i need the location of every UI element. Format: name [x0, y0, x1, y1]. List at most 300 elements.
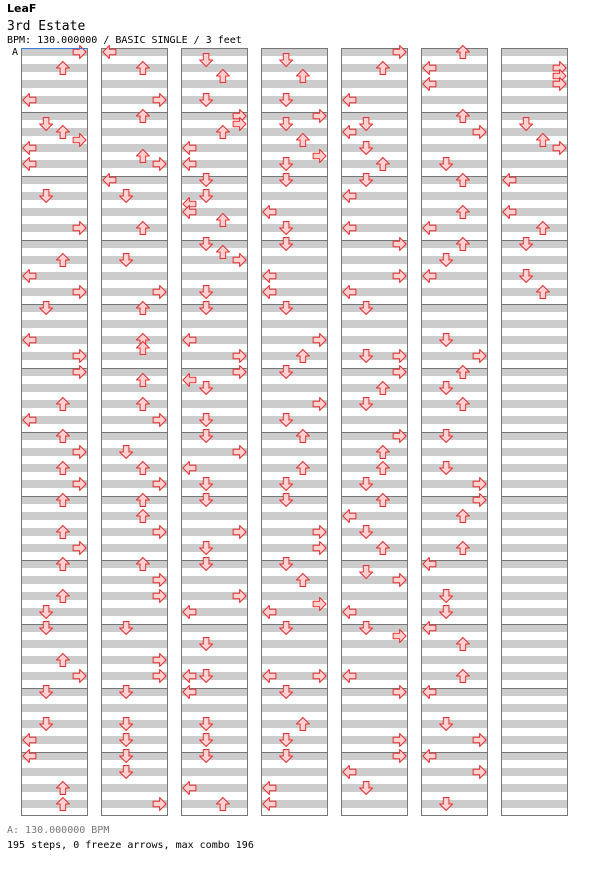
- beat-stripe: [421, 544, 488, 552]
- step-arrow-right: [153, 94, 166, 107]
- step-arrow-down: [280, 478, 293, 491]
- step-arrow-up: [456, 638, 469, 651]
- step-arrow-down: [280, 414, 293, 427]
- beat-stripe: [421, 48, 488, 56]
- beat-stripe: [21, 560, 88, 568]
- beat-stripe: [341, 304, 408, 312]
- step-arrow-left: [103, 46, 116, 59]
- bpm-marker-label: A: [12, 47, 19, 58]
- step-arrow-down: [200, 478, 213, 491]
- beat-stripe: [341, 560, 408, 568]
- beat-stripe: [101, 208, 168, 216]
- step-arrow-up: [376, 382, 389, 395]
- beat-stripe: [181, 640, 248, 648]
- beat-stripe: [421, 800, 488, 808]
- beat-stripe: [341, 784, 408, 792]
- beat-stripe: [181, 304, 248, 312]
- step-arrow-down: [440, 430, 453, 443]
- beat-stripe: [261, 176, 328, 184]
- step-arrow-left: [423, 222, 436, 235]
- step-arrow-down: [200, 750, 213, 763]
- step-arrow-right: [73, 366, 86, 379]
- beat-stripe: [261, 320, 328, 328]
- beat-stripe: [181, 192, 248, 200]
- beat-stripe: [21, 208, 88, 216]
- beat-stripe: [101, 560, 168, 568]
- step-arrow-up: [136, 510, 149, 523]
- beat-stripe: [421, 528, 488, 536]
- step-arrow-right: [153, 478, 166, 491]
- beat-stripe: [341, 496, 408, 504]
- beat-stripe: [501, 112, 568, 120]
- beat-stripe: [501, 400, 568, 408]
- beat-stripe: [341, 416, 408, 424]
- beat-stripe: [261, 688, 328, 696]
- beat-stripe: [181, 320, 248, 328]
- beat-stripe: [261, 416, 328, 424]
- beat-stripe: [341, 64, 408, 72]
- step-arrow-left: [23, 94, 36, 107]
- step-arrow-right: [313, 398, 326, 411]
- step-arrow-right: [313, 670, 326, 683]
- step-arrow-down: [120, 734, 133, 747]
- step-arrow-right: [393, 238, 406, 251]
- step-arrow-down: [280, 158, 293, 171]
- beat-stripe: [101, 128, 168, 136]
- beat-stripe: [341, 384, 408, 392]
- step-arrow-up: [456, 110, 469, 123]
- beat-stripe: [101, 544, 168, 552]
- beat-stripe: [261, 224, 328, 232]
- step-arrow-left: [183, 686, 196, 699]
- beat-stripe: [101, 768, 168, 776]
- beat-stripe: [341, 480, 408, 488]
- beat-stripe: [101, 272, 168, 280]
- step-arrow-left: [423, 686, 436, 699]
- beat-stripe: [181, 720, 248, 728]
- step-arrow-right: [233, 526, 246, 539]
- beat-stripe: [181, 560, 248, 568]
- step-arrow-down: [440, 254, 453, 267]
- step-arrow-left: [343, 606, 356, 619]
- step-arrow-up: [376, 542, 389, 555]
- beat-stripe: [261, 160, 328, 168]
- beat-stripe: [261, 656, 328, 664]
- step-arrow-up: [136, 62, 149, 75]
- beat-stripe: [21, 704, 88, 712]
- step-arrow-down: [200, 94, 213, 107]
- step-arrow-left: [183, 462, 196, 475]
- beat-stripe: [341, 544, 408, 552]
- step-arrow-down: [120, 254, 133, 267]
- chart-column: [341, 48, 408, 816]
- step-arrow-down: [40, 686, 53, 699]
- beat-stripe: [421, 192, 488, 200]
- beat-stripe: [501, 800, 568, 808]
- beat-stripe: [341, 448, 408, 456]
- step-arrow-right: [553, 142, 566, 155]
- step-arrow-left: [423, 62, 436, 75]
- beat-stripe: [21, 384, 88, 392]
- step-arrow-up: [56, 462, 69, 475]
- song-title: 3rd Estate: [7, 19, 86, 34]
- step-arrow-left: [343, 510, 356, 523]
- beat-stripe: [101, 432, 168, 440]
- beat-stripe: [341, 656, 408, 664]
- step-arrow-up: [536, 222, 549, 235]
- step-arrow-down: [200, 238, 213, 251]
- step-arrow-left: [343, 670, 356, 683]
- step-arrow-right: [473, 734, 486, 747]
- beat-stripe: [501, 496, 568, 504]
- beat-stripe: [21, 128, 88, 136]
- beat-stripe: [421, 656, 488, 664]
- beat-stripe: [21, 608, 88, 616]
- beat-stripe: [421, 208, 488, 216]
- step-arrow-down: [200, 718, 213, 731]
- beat-stripe: [261, 368, 328, 376]
- step-arrow-up: [56, 398, 69, 411]
- beat-stripe: [501, 512, 568, 520]
- beat-stripe: [501, 240, 568, 248]
- step-arrow-up: [136, 302, 149, 315]
- step-arrow-left: [423, 78, 436, 91]
- beat-stripe: [261, 304, 328, 312]
- beat-stripe: [341, 624, 408, 632]
- beat-stripe: [261, 48, 328, 56]
- step-arrow-left: [503, 174, 516, 187]
- step-arrow-up: [536, 286, 549, 299]
- step-arrow-down: [360, 622, 373, 635]
- beat-stripe: [501, 592, 568, 600]
- step-arrow-up: [456, 206, 469, 219]
- beat-stripe: [21, 624, 88, 632]
- step-arrow-down: [280, 238, 293, 251]
- step-arrow-up: [456, 366, 469, 379]
- beat-stripe: [21, 320, 88, 328]
- beat-stripe: [21, 768, 88, 776]
- beat-stripe: [181, 96, 248, 104]
- beat-stripe: [501, 432, 568, 440]
- step-arrow-down: [360, 302, 373, 315]
- step-arrow-down: [120, 446, 133, 459]
- beat-stripe: [501, 624, 568, 632]
- step-arrow-up: [136, 222, 149, 235]
- step-arrow-up: [136, 398, 149, 411]
- step-arrow-down: [360, 526, 373, 539]
- beat-stripe: [421, 384, 488, 392]
- beat-stripe: [181, 272, 248, 280]
- step-arrow-down: [120, 766, 133, 779]
- beat-stripe: [421, 720, 488, 728]
- step-arrow-left: [183, 334, 196, 347]
- chart-column: [261, 48, 328, 816]
- beat-stripe: [341, 400, 408, 408]
- beat-stripe: [421, 96, 488, 104]
- step-arrow-down: [200, 190, 213, 203]
- beat-stripe: [181, 752, 248, 760]
- chart-column: [501, 48, 568, 816]
- beat-stripe: [501, 48, 568, 56]
- step-arrow-down: [200, 414, 213, 427]
- step-arrow-right: [393, 574, 406, 587]
- step-arrow-down: [280, 750, 293, 763]
- step-arrow-up: [136, 494, 149, 507]
- beat-stripe: [501, 464, 568, 472]
- beat-stripe: [101, 688, 168, 696]
- beat-stripe: [261, 752, 328, 760]
- beat-stripe: [421, 432, 488, 440]
- beat-stripe: [341, 640, 408, 648]
- step-arrow-right: [73, 670, 86, 683]
- step-arrow-down: [120, 190, 133, 203]
- step-arrow-right: [553, 78, 566, 91]
- beat-stripe: [501, 272, 568, 280]
- beat-stripe: [501, 688, 568, 696]
- step-arrow-right: [313, 334, 326, 347]
- beat-stripe: [421, 592, 488, 600]
- step-arrow-down: [440, 462, 453, 475]
- beat-stripe: [501, 480, 568, 488]
- beat-stripe: [501, 304, 568, 312]
- step-arrow-up: [56, 526, 69, 539]
- beat-stripe: [341, 320, 408, 328]
- beat-stripe: [501, 768, 568, 776]
- beat-stripe: [421, 256, 488, 264]
- step-arrow-left: [23, 734, 36, 747]
- step-arrow-left: [263, 798, 276, 811]
- beat-stripe: [341, 592, 408, 600]
- beat-stripe: [501, 752, 568, 760]
- step-arrow-up: [56, 494, 69, 507]
- step-arrow-right: [233, 590, 246, 603]
- beat-stripe: [421, 320, 488, 328]
- beat-stripe: [21, 64, 88, 72]
- beat-stripe: [261, 576, 328, 584]
- step-arrow-left: [183, 670, 196, 683]
- beat-stripe: [341, 464, 408, 472]
- step-arrow-right: [73, 542, 86, 555]
- beat-stripe: [181, 512, 248, 520]
- beat-stripe: [181, 656, 248, 664]
- beat-stripe: [261, 480, 328, 488]
- beat-stripe: [21, 192, 88, 200]
- beat-stripe: [101, 144, 168, 152]
- step-arrow-up: [56, 558, 69, 571]
- beat-stripe: [21, 304, 88, 312]
- step-arrow-right: [153, 158, 166, 171]
- beat-stripe: [341, 720, 408, 728]
- step-arrow-left: [343, 222, 356, 235]
- step-arrow-down: [280, 302, 293, 315]
- step-arrow-up: [216, 798, 229, 811]
- step-arrow-right: [233, 366, 246, 379]
- beat-stripe: [101, 400, 168, 408]
- beat-stripe: [501, 448, 568, 456]
- step-arrow-down: [440, 590, 453, 603]
- step-arrow-right: [153, 526, 166, 539]
- step-arrow-down: [520, 270, 533, 283]
- beat-stripe: [261, 624, 328, 632]
- beat-stripe: [501, 576, 568, 584]
- step-arrow-left: [183, 142, 196, 155]
- beat-stripe: [341, 144, 408, 152]
- beat-stripe: [261, 640, 328, 648]
- step-arrow-up: [376, 494, 389, 507]
- beat-stripe: [501, 608, 568, 616]
- step-arrow-left: [183, 606, 196, 619]
- beat-stripe: [181, 432, 248, 440]
- beat-stripe: [181, 624, 248, 632]
- step-arrow-down: [440, 334, 453, 347]
- step-arrow-down: [200, 382, 213, 395]
- beat-stripe: [181, 736, 248, 744]
- beat-stripe: [421, 144, 488, 152]
- step-arrow-up: [56, 430, 69, 443]
- beat-stripe: [261, 704, 328, 712]
- beat-stripe: [101, 704, 168, 712]
- beat-stripe: [501, 368, 568, 376]
- step-arrow-down: [280, 366, 293, 379]
- step-arrow-right: [153, 574, 166, 587]
- beat-stripe: [181, 384, 248, 392]
- beat-stripe: [341, 336, 408, 344]
- beat-stripe: [21, 400, 88, 408]
- step-arrow-right: [233, 446, 246, 459]
- beat-stripe: [21, 240, 88, 248]
- beat-stripe: [101, 304, 168, 312]
- beat-stripe: [501, 336, 568, 344]
- beat-stripe: [181, 704, 248, 712]
- step-arrow-down: [200, 558, 213, 571]
- beat-stripe: [21, 576, 88, 584]
- step-arrow-left: [343, 190, 356, 203]
- step-arrow-left: [423, 750, 436, 763]
- step-arrow-left: [343, 126, 356, 139]
- beat-stripe: [101, 448, 168, 456]
- step-arrow-up: [296, 430, 309, 443]
- step-arrow-right: [313, 542, 326, 555]
- step-arrow-up: [456, 510, 469, 523]
- beat-stripe: [21, 512, 88, 520]
- step-arrow-right: [473, 478, 486, 491]
- beat-stripe: [421, 448, 488, 456]
- beat-stripe: [421, 608, 488, 616]
- step-arrow-left: [183, 206, 196, 219]
- step-arrow-right: [153, 654, 166, 667]
- step-arrow-left: [183, 158, 196, 171]
- step-arrow-up: [296, 350, 309, 363]
- step-arrow-left: [263, 670, 276, 683]
- beat-stripe: [181, 176, 248, 184]
- step-arrow-down: [120, 750, 133, 763]
- step-arrow-down: [40, 302, 53, 315]
- step-arrow-down: [280, 94, 293, 107]
- step-arrow-down: [40, 606, 53, 619]
- beat-stripe: [181, 800, 248, 808]
- beat-stripe: [21, 688, 88, 696]
- beat-stripe: [501, 736, 568, 744]
- step-arrow-left: [23, 270, 36, 283]
- beat-stripe: [101, 384, 168, 392]
- step-arrow-down: [440, 606, 453, 619]
- step-arrow-right: [473, 350, 486, 363]
- step-arrow-up: [456, 174, 469, 187]
- step-arrow-up: [456, 542, 469, 555]
- beat-stripe: [261, 736, 328, 744]
- step-arrow-right: [393, 46, 406, 59]
- step-arrow-up: [56, 782, 69, 795]
- step-arrow-up: [56, 654, 69, 667]
- step-arrow-left: [503, 206, 516, 219]
- beat-stripe: [261, 560, 328, 568]
- step-arrow-down: [280, 174, 293, 187]
- beat-stripe: [101, 256, 168, 264]
- beat-stripe: [181, 224, 248, 232]
- step-arrow-left: [23, 414, 36, 427]
- step-arrow-right: [73, 478, 86, 491]
- beat-stripe: [261, 384, 328, 392]
- step-arrow-up: [136, 462, 149, 475]
- step-arrow-right: [73, 446, 86, 459]
- beat-stripe: [501, 720, 568, 728]
- step-arrow-left: [263, 286, 276, 299]
- beat-stripe: [421, 576, 488, 584]
- beat-stripe: [341, 160, 408, 168]
- beat-stripe: [261, 240, 328, 248]
- step-arrow-down: [440, 382, 453, 395]
- step-arrow-up: [296, 574, 309, 587]
- beat-stripe: [181, 768, 248, 776]
- beat-stripe: [341, 80, 408, 88]
- beat-stripe: [261, 96, 328, 104]
- step-arrow-up: [56, 126, 69, 139]
- artist-name: LeaF: [7, 2, 37, 15]
- step-arrow-up: [376, 462, 389, 475]
- beat-stripe: [421, 160, 488, 168]
- step-arrow-down: [200, 542, 213, 555]
- step-arrow-down: [360, 782, 373, 795]
- beat-stripe: [21, 432, 88, 440]
- step-arrow-up: [456, 46, 469, 59]
- beat-stripe: [421, 672, 488, 680]
- beat-stripe: [261, 592, 328, 600]
- step-arrow-down: [200, 734, 213, 747]
- step-arrow-up: [456, 670, 469, 683]
- beat-stripe: [101, 464, 168, 472]
- beat-stripe: [421, 240, 488, 248]
- step-arrow-down: [200, 638, 213, 651]
- step-arrow-right: [393, 750, 406, 763]
- step-arrow-down: [360, 174, 373, 187]
- step-arrow-left: [343, 94, 356, 107]
- beat-stripe: [341, 704, 408, 712]
- beat-stripe: [501, 560, 568, 568]
- beat-stripe: [101, 336, 168, 344]
- beat-stripe: [101, 224, 168, 232]
- beat-stripe: [501, 528, 568, 536]
- beat-stripe: [261, 256, 328, 264]
- bpm-summary: A: 130.000000 BPM: [7, 825, 110, 836]
- beat-stripe: [101, 720, 168, 728]
- beat-stripe: [261, 144, 328, 152]
- step-arrow-down: [280, 558, 293, 571]
- step-arrow-right: [73, 350, 86, 363]
- beat-stripe: [21, 496, 88, 504]
- step-stats: 195 steps, 0 freeze arrows, max combo 196: [7, 840, 254, 851]
- beat-stripe: [101, 512, 168, 520]
- beat-stripe: [501, 704, 568, 712]
